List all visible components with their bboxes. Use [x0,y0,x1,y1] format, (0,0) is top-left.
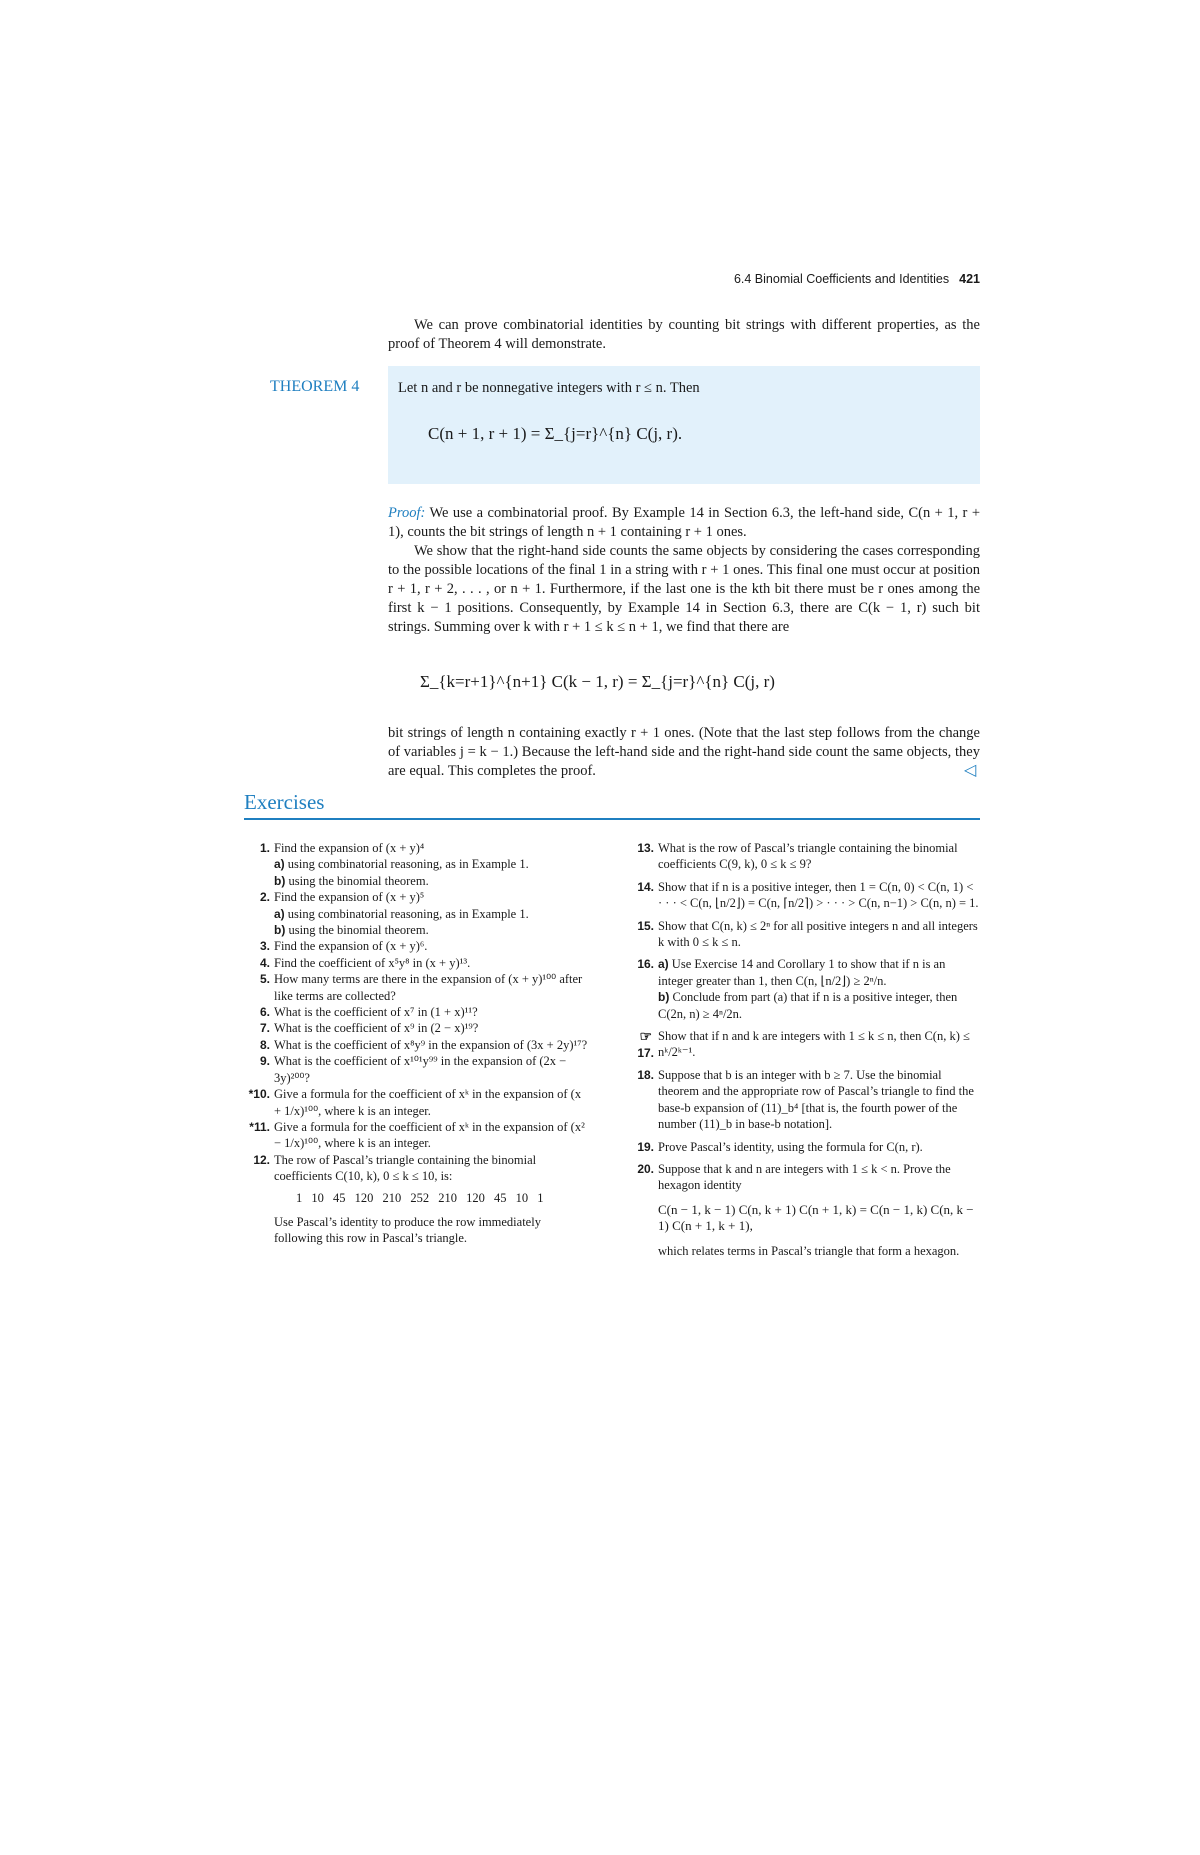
exercise-text: Find the coefficient of x⁵y⁸ in (x + y)¹³. [274,955,471,970]
exercises-title: Exercises [244,790,325,814]
exercise-part [624,989,980,1022]
exercise-7 [240,1020,590,1036]
exercise-4 [240,955,590,971]
part-text: using combinatorial reasoning, as in Example 1. [287,857,529,872]
part-label: a) [658,957,669,972]
intro-paragraph: We can prove combinatorial identities by counting bit strings with different properties, as the proof of Theorem 4 will demonstrate. [388,317,980,352]
exercise-12 [240,1152,590,1185]
exercise-text: The row of Pascal’s triangle containing the binomial coefficients C(10, k), 0 ≤ k ≤ 10, is: [274,1152,537,1184]
exercises-right-column [624,840,980,1259]
exercise-text: What is the coefficient of x⁸y⁹ in the expansion of (3x + 2y)¹⁷? [274,1037,588,1052]
part-label: b) [274,873,286,888]
part-text: using the binomial theorem. [288,923,429,938]
exercise-number-text: 17. [637,1046,654,1061]
exercise-9 [240,1053,590,1086]
exercise-number: 15. [637,918,654,933]
exercise-text: Find the expansion of (x + y)⁴ [274,841,425,855]
exercise-number: 7. [259,1021,270,1036]
part-text: Conclude from part (a) that if n is a positive integer, then C(2n, n) ≥ 4ⁿ/2n. [658,990,958,1021]
exercise-number: 14. [637,879,654,894]
exercise-19 [624,1139,980,1155]
exercise-number [624,1028,654,1062]
proof-label: Proof: [388,505,426,521]
exercise-8 [240,1037,590,1053]
exercise-continuation: Use Pascal’s identity to produce the row immediately following this row in Pascal’s triangle. [274,1214,541,1246]
exercise-18 [624,1067,980,1133]
exercise-part [240,922,590,938]
exercise-5 [240,971,590,1004]
qed-mark: ◁ [964,762,977,779]
exercise-17 [624,1028,980,1061]
exercise-1 [240,840,590,856]
exercise-number: *10. [248,1087,270,1102]
exercise-part [240,906,590,922]
exercise-text: Show that if n and k are integers with 1 ≤ k ≤ n, then C(n, k) ≤ nᵏ/2ᵏ⁻¹. [658,1029,970,1060]
exercise-number: 4. [259,955,270,970]
exercise-text: Suppose that b is an integer with b ≥ 7. Use the binomial theorem and the appropriate row of Pascal’s triangle to find the base-b expansion of (11)_b⁴ [that is, the fourth power of the number (11)_b in base-b notation]. [658,1067,974,1132]
exercise-number: 20. [637,1161,654,1176]
section-title: 6.4 Binomial Coefficients and Identities [733,272,950,286]
exercise-6 [240,1004,590,1020]
theorem-label: THEOREM 4 [270,378,360,395]
exercise-number: 16. [637,957,654,972]
proof-paragraph-3: bit strings of length n containing exactly r + 1 ones. (Note that the last step follows from the change of variables j = k − 1.) Because the left-hand side and the right-hand side count the same objects, they are equal. This completes the proof. [388,725,980,779]
running-header [730,272,980,286]
exercise-part [240,873,590,889]
exercise-text: How many terms are there in the expansion of (x + y)¹⁰⁰ after like terms are collected? [274,972,583,1003]
exercise-number: 19. [637,1139,654,1154]
exercise-10 [240,1086,590,1119]
exercise-text: Find the expansion of (x + y)⁵ [274,890,425,905]
exercise-number: *11. [249,1119,270,1134]
part-text: using combinatorial reasoning, as in Example 1. [287,906,529,921]
part-text: using the binomial theorem. [288,873,429,888]
part-label: b) [274,923,286,938]
exercise-text: Suppose that k and n are integers with 1 ≤ k < n. Prove the hexagon identity [658,1161,951,1193]
exercise-number: 13. [637,841,654,855]
exercise-number: 2. [259,890,270,905]
exercise-number: 9. [259,1054,270,1069]
exercise-text: What is the coefficient of x⁹ in (2 − x)¹⁹? [274,1021,479,1036]
hexagon-identity-formula: C(n − 1, k − 1) C(n, k + 1) C(n + 1, k) = C(n − 1, k) C(n, k − 1) C(n + 1, k + 1), [658,1201,974,1234]
exercise-number: 3. [259,939,270,954]
exercise-16 [624,956,980,989]
proof-paragraph-1 [388,504,980,542]
exercise-text: Give a formula for the coefficient of xᵏ in the expansion of (x + 1/x)¹⁰⁰, where k is an integer. [274,1087,582,1118]
exercise-13 [624,840,980,873]
exercise-15 [624,918,980,951]
pascal-row: 1 10 45 120 210 252 210 120 45 10 1 [296,1190,544,1205]
exercise-text: Prove Pascal’s identity, using the formula for C(n, r). [658,1139,923,1154]
exercise-number: 6. [259,1005,270,1020]
exercise-continuation: which relates terms in Pascal’s triangle that form a hexagon. [658,1243,960,1258]
part-label: a) [274,857,285,872]
theorem-statement: Let n and r be nonnegative integers with r ≤ n. Then [398,380,700,396]
exercise-part [240,856,590,872]
proof-paragraph-2: We show that the right-hand side counts the same objects by considering the cases corresponding to the possible locations of the final 1 in a string with r + 1 ones. This final one must occur at position r + 1, r + 2, . . . , or n + 1. Furthermore, if the last one is the kth bit there must be r ones among the first k − 1 positions. Consequently, by Example 14 in Section 6.3, there are C(k − 1, r) such bit strings. Summing over k with r + 1 ≤ k ≤ n + 1, we find that there are [388,543,980,635]
part-label: b) [658,990,670,1005]
exercise-text: What is the row of Pascal’s triangle containing the binomial coefficients C(9, k), 0 ≤ k ≤ 9? [658,841,958,872]
exercise-text: Show that C(n, k) ≤ 2ⁿ for all positive integers n and all integers k with 0 ≤ k ≤ n. [658,918,978,950]
exercise-20 [624,1161,980,1194]
pointing-hand-icon: ☞ [639,1028,652,1045]
exercise-11 [240,1119,590,1152]
exercise-text: What is the coefficient of x¹⁰¹y⁹⁹ in the expansion of (2x − 3y)²⁰⁰? [274,1054,567,1085]
exercise-text: What is the coefficient of x⁷ in (1 + x)¹¹? [274,1005,478,1020]
part-text: Use Exercise 14 and Corollary 1 to show that if n is an integer greater than 1, then C(n, ⌊n/2⌋) ≥ 2ⁿ/n. [658,957,946,988]
exercise-text: Give a formula for the coefficient of xᵏ in the expansion of (x² − 1/x)¹⁰⁰, where k is an integer. [274,1119,585,1151]
part-label: a) [274,906,285,921]
exercises-left-column [240,840,590,1247]
exercises-rule [244,818,980,820]
exercise-number: 18. [637,1067,654,1082]
exercise-text: Find the expansion of (x + y)⁶. [274,939,428,954]
exercise-3 [240,938,590,954]
proof-text-1: We use a combinatorial proof. By Example 14 in Section 6.3, the left-hand side, C(n + 1, r + 1), counts the bit strings of length n + 1 containing r + 1 ones. [388,505,980,540]
exercise-14 [624,879,980,912]
exercise-number: 5. [259,972,270,987]
proof-formula: Σ_{k=r+1}^{n+1} C(k − 1, r) = Σ_{j=r}^{n} C(j, r) [420,672,775,691]
exercise-2 [240,889,590,905]
exercise-number: 12. [253,1152,270,1167]
exercise-number: 1. [259,841,270,855]
exercise-number: 8. [259,1037,270,1052]
page-number: 421 [959,272,980,286]
theorem-formula: C(n + 1, r + 1) = Σ_{j=r}^{n} C(j, r). [428,424,683,443]
exercise-text: Show that if n is a positive integer, then 1 = C(n, 0) < C(n, 1) < · · · < C(n, ⌊n/2⌋) = C(n, ⌈n/2⌉) > · · · > C(n, n−1) > C(n, n) = 1. [658,879,979,911]
